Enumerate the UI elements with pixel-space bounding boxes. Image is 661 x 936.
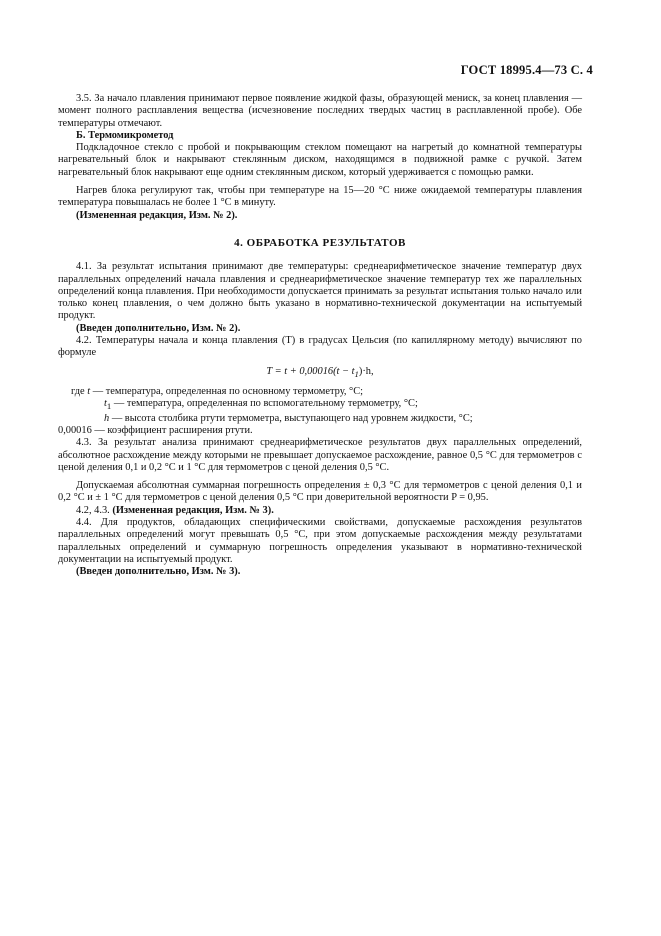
legend-t-symbol: t [87, 386, 91, 398]
legend-h-desc: — высота столбика ртути термометра, выступающего над уровнем жидкости, °С; [111, 412, 473, 424]
legend-h-symbol: h [104, 412, 110, 424]
amendment-note-3-text: (Измененная редакция, Изм. № 3). [112, 504, 274, 516]
legend-coefficient: 0,00016 — коэффициент расширения ртути. [58, 424, 253, 436]
section-title-4: 4. ОБРАБОТКА РЕЗУЛЬТАТОВ [234, 236, 406, 249]
formula [58, 366, 582, 380]
legend-t1-subscript: 1 [106, 401, 112, 412]
subsection-title-b: Б. Термомикрометод [76, 129, 174, 141]
legend-h [58, 413, 582, 425]
formula-left: T = t + 0,00016(t − t [266, 365, 355, 377]
paragraph-b-2: Нагрев блока регулируют так, чтобы при температуре на 15—20 °С ниже ожидаемой температуры плавления температура повышалась не более 1 °С в минуту. [58, 185, 582, 209]
amendment-note-3-prefix: 4.2, 4.3. [76, 504, 110, 516]
paragraph-4-4: 4.4. Для продуктов, обладающих специфическими свойствами, допускаемые расхождения результатов параллельных определений могут превышать 0,5 °С, при этом допускаемые расхождения между результатами параллельных определений и суммарную погрешность определения указывают в нормативно-технической документации на испытуемый продукт. [58, 517, 582, 565]
paragraph-4-3: 4.3. За результат анализа принимают среднеарифметическое результатов двух параллельных определений, абсолютное расхождение между которыми не превышает допускаемое расхождение, равное 0,5 °С для термометров с ценой деления 0,1 и 0,2 °С и 1 °С для термометров с ценой деления 0,5 °С. [58, 437, 582, 473]
legend-t1 [58, 398, 582, 412]
paragraph-4-2: 4.2. Температуры начала и конца плавления (T) в градусах Цельсия (по капиллярному методу) вычисляют по формуле [58, 335, 582, 359]
paragraph-b-1: Подкладочное стекло с пробой и покрывающим стеклом помещают на нагретый до комнатной температуры нагревательный блок и накрывают стеклянным диском, находящимся в подвижной рамке с ручкой. Затем нагревательный блок накрывают еще одним стеклянным диском, который удерживается с помощью рамки. [58, 142, 582, 178]
amendment-note-2: (Измененная редакция, Изм. № 2). [76, 209, 238, 221]
added-note-2: (Введен дополнительно, Изм. № 2). [76, 322, 241, 334]
page-header: ГОСТ 18995.4—73 С. 4 [460, 63, 593, 77]
formula-subscript: 1 [354, 368, 359, 379]
legend-where: где [71, 386, 85, 398]
amendment-note-3 [58, 505, 582, 517]
paragraph-3-5: 3.5. За начало плавления принимают первое появление жидкой фазы, образующей мениск, за конец плавления — момент полного расплавления вещества (исчезновение последних твердых частиц в расплавленной пробе). Обе температуры отмечают. [58, 93, 582, 129]
formula-right: )·h, [358, 365, 374, 377]
added-note-3: (Введен дополнительно, Изм. № 3). [76, 566, 241, 578]
legend-t [58, 386, 582, 398]
legend-t1-symbol: t [104, 398, 107, 410]
paragraph-4-3-b: Допускаемая абсолютная суммарная погрешность определения ± 0,3 °С для термометров с ценой деления 0,1 и 0,2 °С и ± 1 °С для термометров с ценой деления 0,5 °С при доверительной вероятности P = 0,95. [58, 480, 582, 504]
legend-t1-desc: — температура, определенная по вспомогательному термометру, °С; [113, 398, 418, 410]
legend-t-desc: — температура, определенная по основному термометру, °С; [92, 386, 364, 398]
document-body [58, 93, 582, 579]
paragraph-4-1: 4.1. За результат испытания принимают две температуры: среднеарифметическое значение температур двух параллельных определений начала плавления и среднеарифметическое значение температур тех же параллельных определений конца плавления. При необходимости допускается принимать за результат испытания только начало или только конец плавления, о чем должно быть указано в нормативно-технической документации на испытуемый продукт. [58, 261, 582, 322]
